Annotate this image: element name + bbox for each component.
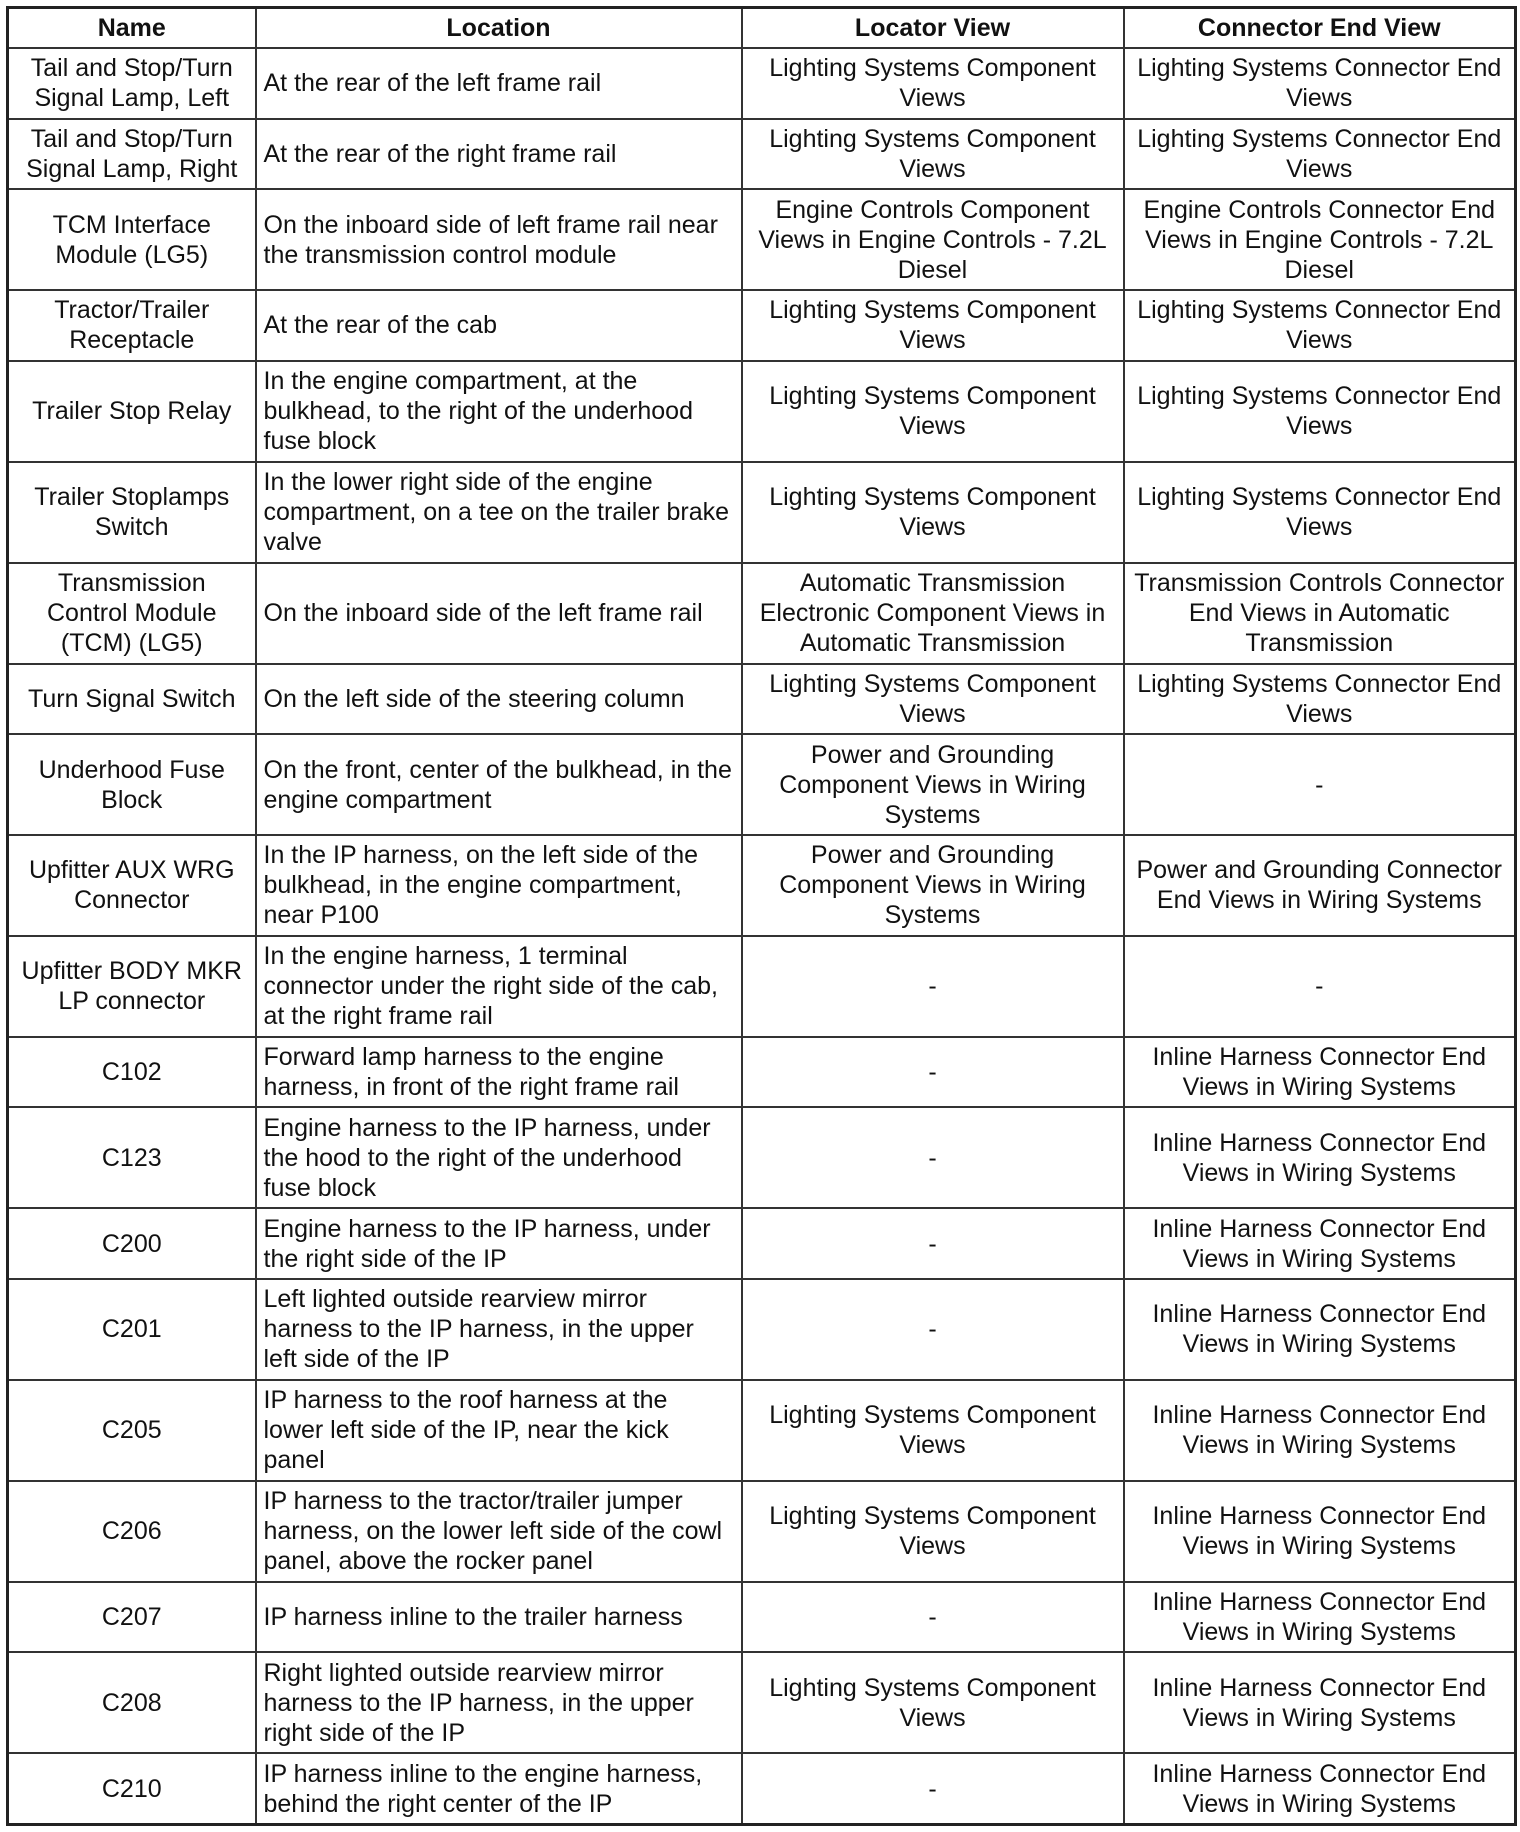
component-locator-table [6, 6, 1517, 1826]
table-row [8, 462, 1516, 563]
cell-connector-end-view: Inline Harness Connector End Views in Wiring Systems [1124, 1107, 1516, 1208]
cell-location: Right lighted outside rearview mirror harness to the IP harness, in the upper right side of the IP [256, 1652, 742, 1753]
cell-location: In the IP harness, on the left side of the bulkhead, in the engine compartment, near P100 [256, 835, 742, 936]
cell-connector-end-view: - [1124, 734, 1516, 835]
cell-connector-end-view: Inline Harness Connector End Views in Wiring Systems [1124, 1279, 1516, 1380]
cell-locator-view: - [742, 1582, 1124, 1653]
cell-name: Tail and Stop/Turn Signal Lamp, Left [8, 48, 256, 119]
cell-connector-end-view: Power and Grounding Connector End Views in Wiring Systems [1124, 835, 1516, 936]
cell-name: Trailer Stop Relay [8, 361, 256, 462]
cell-name: C201 [8, 1279, 256, 1380]
cell-locator-view: Lighting Systems Component Views [742, 664, 1124, 735]
cell-connector-end-view: Engine Controls Connector End Views in Engine Controls - 7.2L Diesel [1124, 189, 1516, 290]
cell-location: At the rear of the left frame rail [256, 48, 742, 119]
table-row [8, 1208, 1516, 1279]
cell-connector-end-view: Inline Harness Connector End Views in Wiring Systems [1124, 1753, 1516, 1824]
table-row [8, 664, 1516, 735]
cell-location: At the rear of the cab [256, 290, 742, 361]
cell-location: Engine harness to the IP harness, under the right side of the IP [256, 1208, 742, 1279]
cell-locator-view: Engine Controls Component Views in Engine Controls - 7.2L Diesel [742, 189, 1124, 290]
cell-locator-view: Power and Grounding Component Views in Wiring Systems [742, 734, 1124, 835]
cell-locator-view: - [742, 1753, 1124, 1824]
cell-location: On the left side of the steering column [256, 664, 742, 735]
cell-locator-view: - [742, 936, 1124, 1037]
table-row [8, 361, 1516, 462]
cell-locator-view: Lighting Systems Component Views [742, 48, 1124, 119]
cell-connector-end-view: Lighting Systems Connector End Views [1124, 48, 1516, 119]
cell-connector-end-view: Inline Harness Connector End Views in Wiring Systems [1124, 1380, 1516, 1481]
cell-name: C200 [8, 1208, 256, 1279]
cell-name: Underhood Fuse Block [8, 734, 256, 835]
cell-locator-view: Lighting Systems Component Views [742, 1380, 1124, 1481]
cell-connector-end-view: Inline Harness Connector End Views in Wiring Systems [1124, 1037, 1516, 1108]
cell-location: Engine harness to the IP harness, under the hood to the right of the underhood fuse block [256, 1107, 742, 1208]
cell-locator-view: Lighting Systems Component Views [742, 361, 1124, 462]
table-row [8, 936, 1516, 1037]
cell-locator-view: Lighting Systems Component Views [742, 462, 1124, 563]
cell-location: Forward lamp harness to the engine harness, in front of the right frame rail [256, 1037, 742, 1108]
table-row [8, 1107, 1516, 1208]
table-row [8, 1481, 1516, 1582]
table-row [8, 563, 1516, 664]
cell-location: At the rear of the right frame rail [256, 119, 742, 190]
cell-name: Upfitter AUX WRG Connector [8, 835, 256, 936]
cell-location: IP harness to the tractor/trailer jumper harness, on the lower left side of the cowl panel, above the rocker panel [256, 1481, 742, 1582]
cell-locator-view: Lighting Systems Component Views [742, 119, 1124, 190]
cell-connector-end-view: Lighting Systems Connector End Views [1124, 664, 1516, 735]
cell-location: On the inboard side of the left frame rail [256, 563, 742, 664]
cell-location: IP harness inline to the trailer harness [256, 1582, 742, 1653]
header-name: Name [8, 8, 256, 49]
cell-connector-end-view: Lighting Systems Connector End Views [1124, 119, 1516, 190]
cell-location: IP harness inline to the engine harness, behind the right center of the IP [256, 1753, 742, 1824]
cell-name: C102 [8, 1037, 256, 1108]
cell-connector-end-view: Transmission Controls Connector End Views in Automatic Transmission [1124, 563, 1516, 664]
cell-locator-view: - [742, 1208, 1124, 1279]
cell-connector-end-view: Inline Harness Connector End Views in Wiring Systems [1124, 1208, 1516, 1279]
table-row [8, 1582, 1516, 1653]
cell-location: In the engine compartment, at the bulkhead, to the right of the underhood fuse block [256, 361, 742, 462]
cell-name: C123 [8, 1107, 256, 1208]
table-row [8, 734, 1516, 835]
header-location: Location [256, 8, 742, 49]
cell-name: TCM Interface Module (LG5) [8, 189, 256, 290]
component-locator-table-sheet [6, 6, 1514, 1826]
table-header-row [8, 8, 1516, 49]
cell-locator-view: Automatic Transmission Electronic Component Views in Automatic Transmission [742, 563, 1124, 664]
table-row [8, 1037, 1516, 1108]
cell-connector-end-view: Inline Harness Connector End Views in Wiring Systems [1124, 1582, 1516, 1653]
table-row [8, 1753, 1516, 1824]
cell-location: On the inboard side of left frame rail near the transmission control module [256, 189, 742, 290]
cell-location: Left lighted outside rearview mirror harness to the IP harness, in the upper left side of the IP [256, 1279, 742, 1380]
cell-connector-end-view: Inline Harness Connector End Views in Wiring Systems [1124, 1652, 1516, 1753]
table-row [8, 1279, 1516, 1380]
cell-connector-end-view: - [1124, 936, 1516, 1037]
table-row [8, 1380, 1516, 1481]
cell-connector-end-view: Inline Harness Connector End Views in Wiring Systems [1124, 1481, 1516, 1582]
table-row [8, 835, 1516, 936]
cell-locator-view: - [742, 1279, 1124, 1380]
cell-connector-end-view: Lighting Systems Connector End Views [1124, 290, 1516, 361]
cell-name: Trailer Stoplamps Switch [8, 462, 256, 563]
cell-location: In the engine harness, 1 terminal connector under the right side of the cab, at the right frame rail [256, 936, 742, 1037]
cell-locator-view: - [742, 1107, 1124, 1208]
header-locator-view: Locator View [742, 8, 1124, 49]
cell-name: C206 [8, 1481, 256, 1582]
cell-locator-view: Lighting Systems Component Views [742, 290, 1124, 361]
table-row [8, 189, 1516, 290]
table-row [8, 48, 1516, 119]
cell-locator-view: Lighting Systems Component Views [742, 1652, 1124, 1753]
table-row [8, 290, 1516, 361]
cell-locator-view: - [742, 1037, 1124, 1108]
header-connector-end-view: Connector End View [1124, 8, 1516, 49]
table-row [8, 1652, 1516, 1753]
cell-name: Turn Signal Switch [8, 664, 256, 735]
cell-name: C207 [8, 1582, 256, 1653]
table-row [8, 119, 1516, 190]
cell-locator-view: Power and Grounding Component Views in Wiring Systems [742, 835, 1124, 936]
cell-locator-view: Lighting Systems Component Views [742, 1481, 1124, 1582]
cell-name: Upfitter BODY MKR LP connector [8, 936, 256, 1037]
cell-name: Tail and Stop/Turn Signal Lamp, Right [8, 119, 256, 190]
cell-location: In the lower right side of the engine compartment, on a tee on the trailer brake valve [256, 462, 742, 563]
cell-name: C205 [8, 1380, 256, 1481]
cell-location: IP harness to the roof harness at the lower left side of the IP, near the kick panel [256, 1380, 742, 1481]
cell-connector-end-view: Lighting Systems Connector End Views [1124, 361, 1516, 462]
cell-location: On the front, center of the bulkhead, in the engine compartment [256, 734, 742, 835]
cell-connector-end-view: Lighting Systems Connector End Views [1124, 462, 1516, 563]
cell-name: C210 [8, 1753, 256, 1824]
cell-name: Tractor/Trailer Receptacle [8, 290, 256, 361]
cell-name: Transmission Control Module (TCM) (LG5) [8, 563, 256, 664]
cell-name: C208 [8, 1652, 256, 1753]
